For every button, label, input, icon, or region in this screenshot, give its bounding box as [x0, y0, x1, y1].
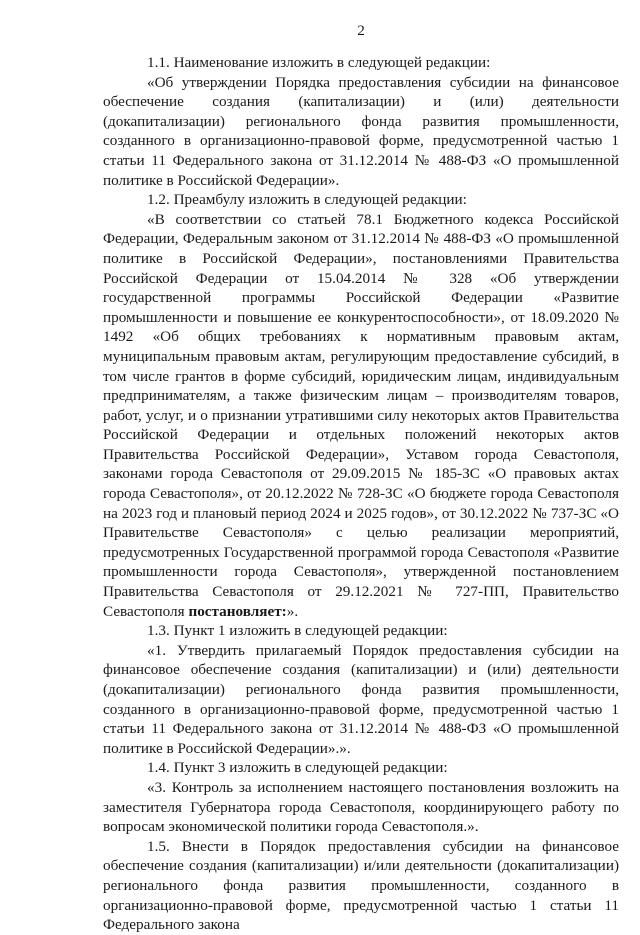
paragraph-1-2-heading: 1.2. Преамбулу изложить в следующей редакции:	[147, 191, 467, 209]
preamble-closing: ».	[286, 602, 299, 620]
paragraph-1-4-text: «3. Контроль за исполнением настоящего постановления возложить на заместителя Губернатора города Севастополя, координирующего работу по вопросам экономической политики города Севастополя.».	[103, 778, 619, 836]
page-number: 2	[357, 22, 365, 39]
preamble-bold-resolves: постановляет:	[188, 602, 287, 620]
paragraph-1-1-heading: 1.1. Наименование изложить в следующей редакции:	[147, 54, 491, 71]
preamble-text: «В соответствии со статьей 78.1 Бюджетного кодекса Российской Федерации, Федеральным законом от 31.12.2014 № 488-ФЗ «О промышленной политике в Российской Федерации», постановлениями Правительства Российской Федерации от 15.04.2014 № 328 «Об утверждении государственной программы Российской Федерации «Развитие промышленности и повышение ее конкурентоспособности», от 18.09.2020 № 1492 «Об общих требованиях к нормативным правовым актам, муниципальным правовым актам, регулирующим предоставление субсидий, в том числе грантов в форме субсидий, юридическим лицам, индивидуальным предпринимателям, а также физическим лицам – производителям товаров, работ, услуг, и о признании утратившими силу некоторых актов Правительства Российской Федерации и отдельных положений некоторых актов Правительства Российской Федерации», Уставом города Севастополя, законами города Севастополя от 29.09.2015 № 185-ЗС «О правовых актах города Севастополя», от 20.12.2022 № 728-ЗС «О бюджете города Севастополя на 2023 год и плановый период 2024 и 2025 годов», от 30.12.2022 № 737-ЗС «О Правительстве Севастополя» с целью реализации мероприятий, предусмотренных Государственной программой города Севастополя «Развитие промышленности города Севастополя», утвержденной постановлением Правительства Севастополя от 29.12.2021 № 727-ПП, Правительство Севастополя	[103, 210, 619, 620]
paragraph-1-5-text: 1.5. Внести в Порядок предоставления субсидии на финансовое обеспечение создания (капитализации) и/или деятельности (докапитализации) регионального фонда развития промышленности, созданного в организационно-правовой форме, предусмотренной частью 1 статьи 11 Федерального закона	[103, 837, 619, 934]
document-page	[103, 22, 619, 935]
paragraph-1-4-heading: 1.4. Пункт 3 изложить в следующей редакции:	[147, 759, 448, 777]
paragraph-1-1-text: «Об утверждении Порядка предоставления субсидии на финансовое обеспечение создания (капитализации) и (или) деятельности (докапитализации) регионального фонда развития промышленности, созданного в организационно-правовой форме, предусмотренной частью 1 статьи 11 Федерального закона от 31.12.2014 № 488-ФЗ «О промышленной политике в Российской Федерации».	[103, 73, 619, 189]
paragraph-1-2-preamble	[103, 210, 619, 621]
paragraph-1-3-heading: 1.3. Пункт 1 изложить в следующей редакции:	[147, 622, 448, 640]
paragraph-1-3-text: «1. Утвердить прилагаемый Порядок предоставления субсидии на финансовое обеспечение создания (капитализации) и (или) деятельности (докапитализации) регионального фонда развития промышленности, созданного в организационно-правовой форме, предусмотренной частью 1 статьи 11 Федерального закона от 31.12.2014 № 488-ФЗ «О промышленной политике в Российской Федерации».».	[103, 641, 619, 757]
